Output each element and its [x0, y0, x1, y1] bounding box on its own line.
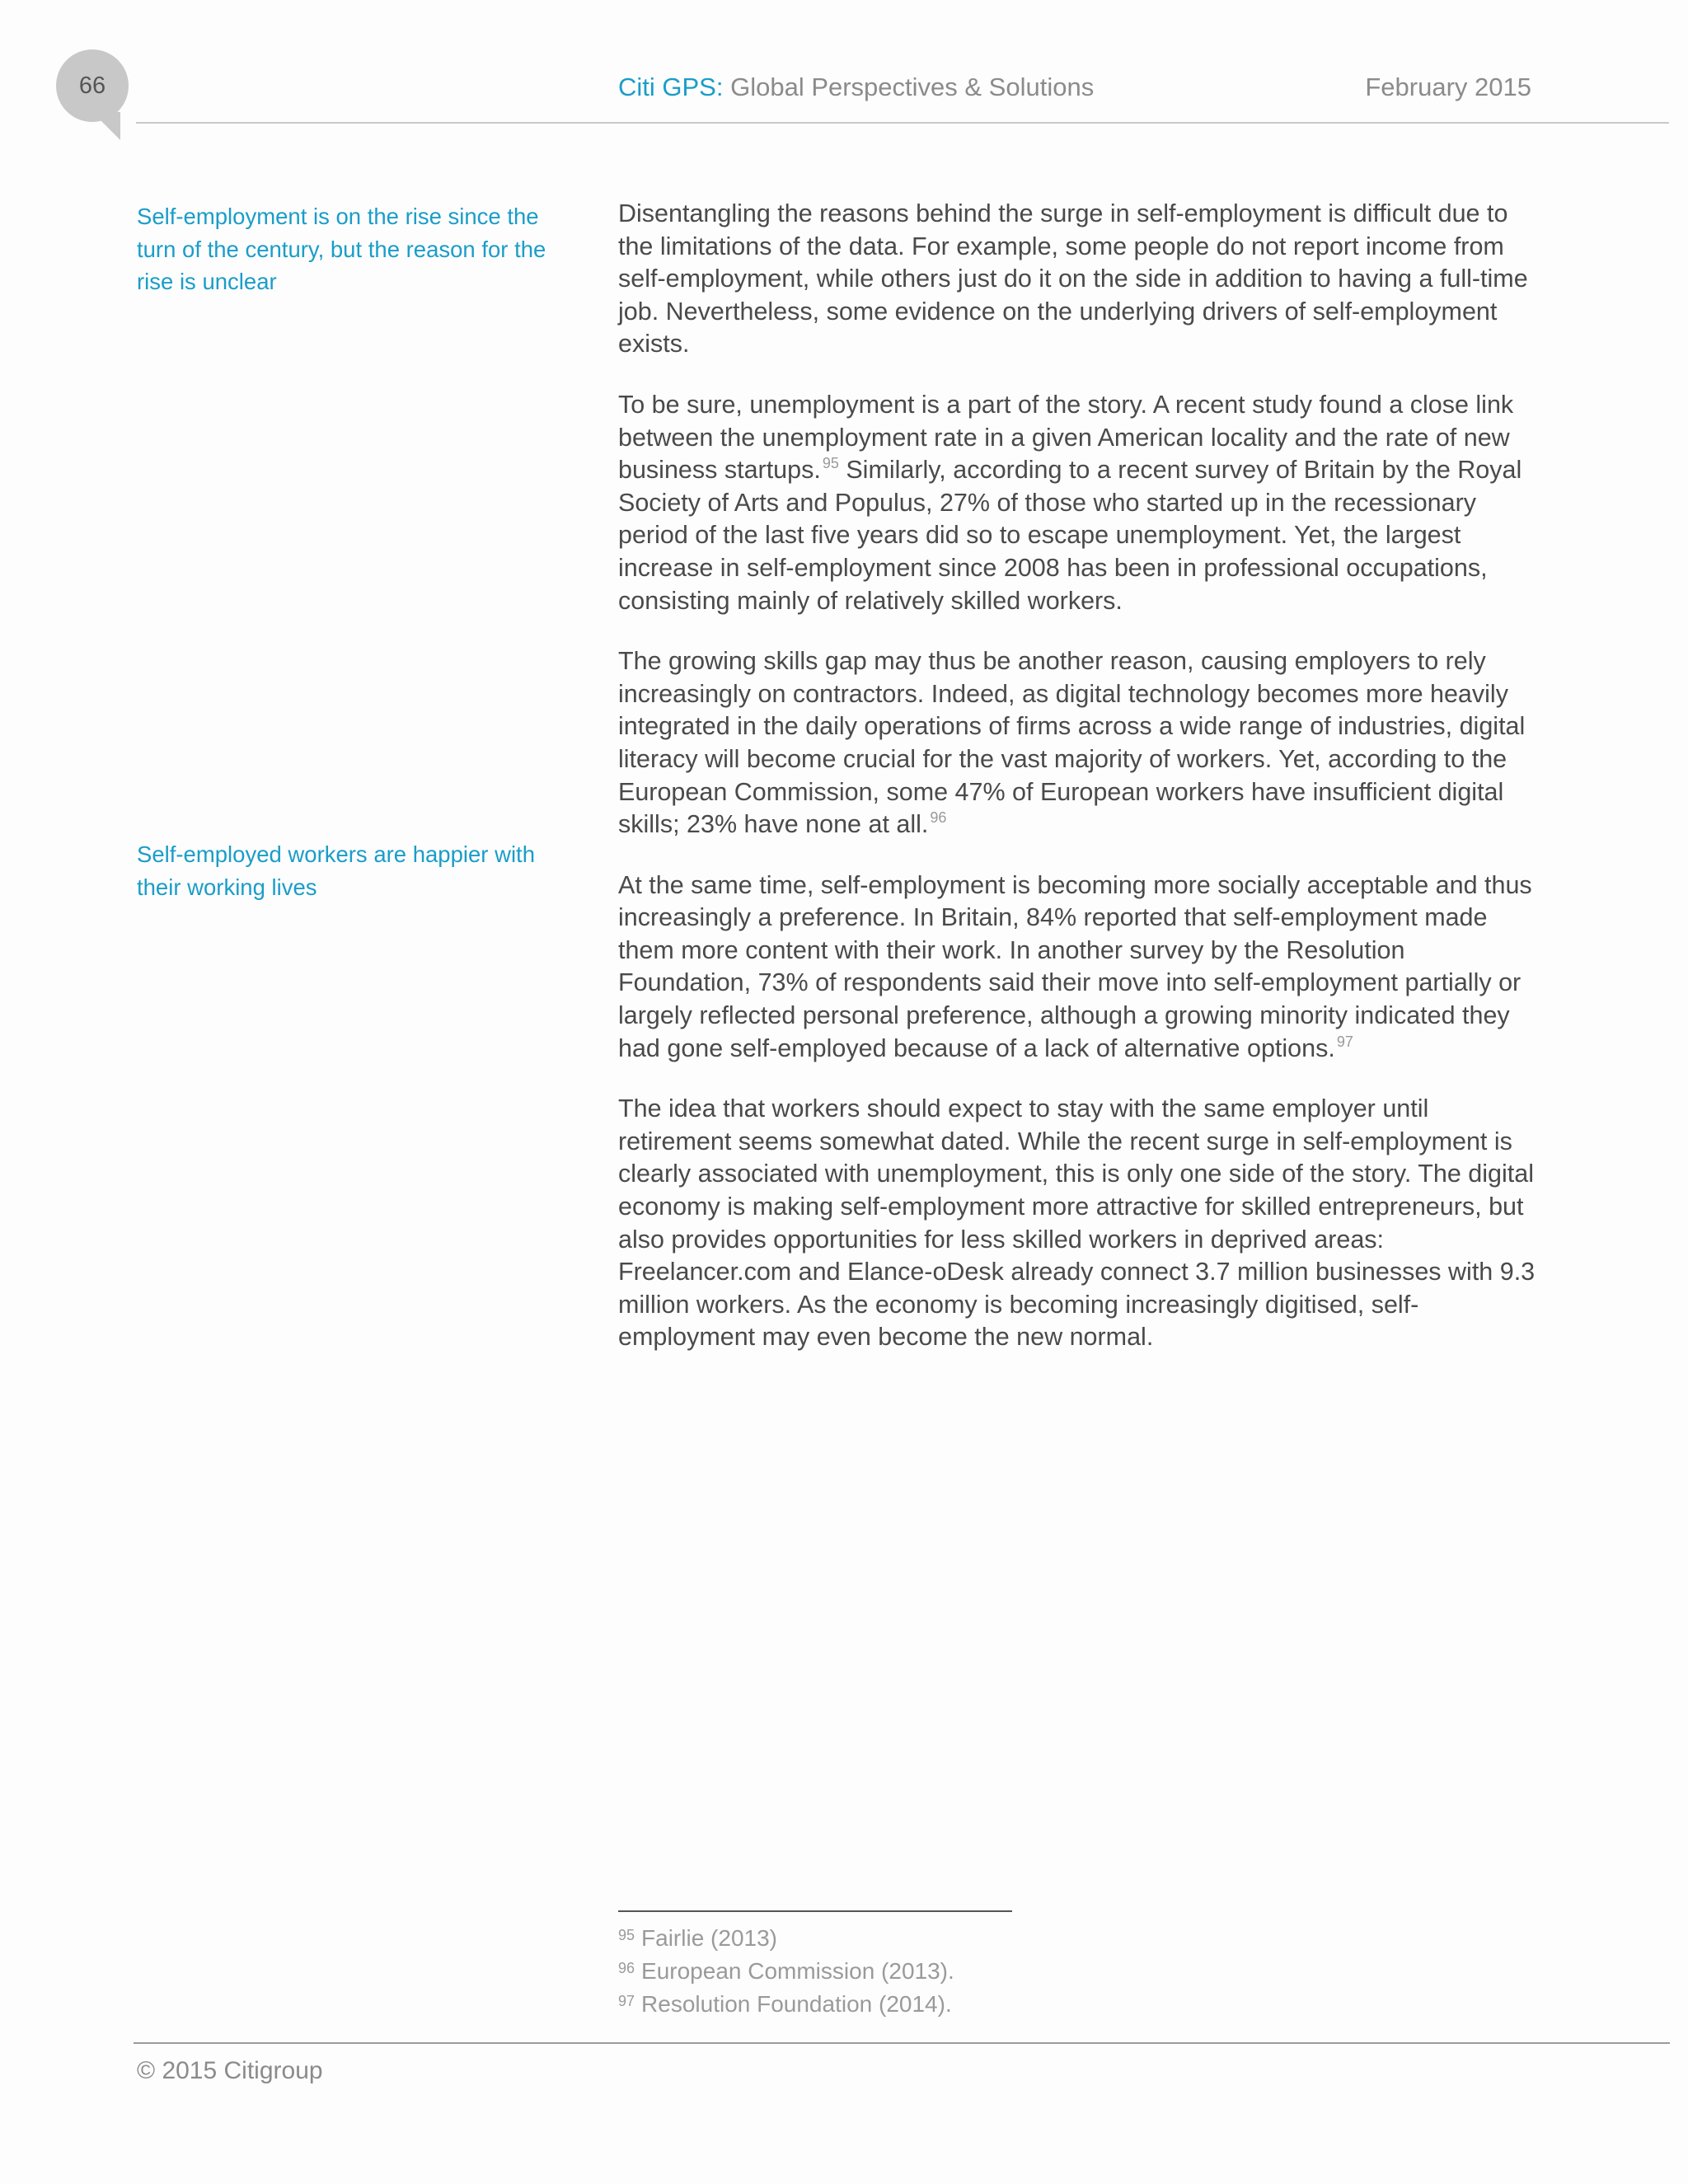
- footnote-number: 96: [618, 1960, 635, 1976]
- paragraph-3: [618, 645, 1541, 841]
- footnotes: [618, 1922, 954, 2021]
- footnote-text: Resolution Foundation (2014).: [641, 1991, 952, 2017]
- paragraph-1: [618, 198, 1541, 361]
- paragraph-4-text: At the same time, self-employment is becoming more socially acceptable and thus increasingly a preference. In Britain, 84% reported that self-employment made them more content with their work. In another survey by the Resolution Foundation, 73% of respondents said their move into self-employment partially or largely reflected personal preference, although a growing minority indicated they had gone self-employed because of a lack of alternative options.: [618, 870, 1532, 1062]
- footnote-ref-95[interactable]: 95: [822, 455, 839, 472]
- header-title: [618, 73, 1094, 102]
- footnote-text: Fairlie (2013): [641, 1925, 777, 1951]
- page-number: 66: [78, 72, 106, 99]
- footnote-text: European Commission (2013).: [641, 1958, 954, 1984]
- footnote-ref-97[interactable]: 97: [1336, 1033, 1353, 1050]
- sidenote-self-employed-happier: Self-employed workers are happier with their working lives: [137, 841, 535, 900]
- footnote-number: 97: [618, 1993, 635, 2009]
- sidenote-self-employment-rise: Self-employment is on the rise since the turn of the century, but the reason for the rise is unclear: [137, 204, 546, 294]
- paragraph-4: [618, 869, 1541, 1066]
- footnote-number: 95: [618, 1927, 635, 1943]
- footer-divider: [134, 2042, 1670, 2044]
- copyright-notice: © 2015 Citigroup: [137, 2057, 323, 2084]
- footnote-ref-96[interactable]: 96: [930, 809, 947, 827]
- footnote-item: [618, 1955, 954, 1988]
- header-date: February 2015: [1365, 73, 1531, 101]
- header-divider: [136, 122, 1669, 124]
- footnote-divider: [618, 1910, 1012, 1912]
- footnote-item: [618, 1922, 954, 1955]
- header-brand: Citi GPS:: [618, 73, 724, 101]
- footnote-item: [618, 1988, 954, 2021]
- paragraph-1-text: Disentangling the reasons behind the surge in self-employment is difficult due to the limitations of the data. For example, some people do not report income from self-employment, while others just do it on the side in addition to having a full-time job. Nevertheless, some evidence on the underlying drivers of self-employment exists.: [618, 199, 1528, 359]
- page-number-badge: [56, 49, 129, 122]
- paragraph-5-text: The idea that workers should expect to stay with the same employer until retirement seems somewhat dated. While the recent surge in self-employment is clearly associated with unemployment, this is only one side of the story. The digital economy is making self-employment more attractive for skilled entrepreneurs, but also provides opportunities for less skilled workers in deprived areas: Freelancer.com and Elance-oDesk already connect 3.7 million businesses with 9.3 million workers. As the economy is becoming increasingly digitised, self-employment may even become the new normal.: [618, 1094, 1536, 1352]
- paragraph-2-text-a: To be sure, unemployment is a part of the story. A recent study found a close link between the unemployment rate in a given American locality and the rate of new business startups.: [618, 390, 1514, 485]
- main-body: [618, 198, 1541, 1382]
- paragraph-2: [618, 389, 1541, 617]
- header-subtitle: Global Perspectives & Solutions: [730, 73, 1095, 101]
- paragraph-5: [618, 1093, 1541, 1354]
- paragraph-2-text-b: Similarly, according to a recent survey of Britain by the Royal Society of Arts and Populus, 27% of those who started up in the recessionary period of the last five years did so to escape unemployment. Yet, the largest increase in self-employment since 2008 has been in professional occupations, consisting mainly of relatively skilled workers.: [618, 456, 1522, 615]
- paragraph-3-text: The growing skills gap may thus be another reason, causing employers to rely increasingly on contractors. Indeed, as digital technology becomes more heavily integrated in the daily operations of firms across a wide range of industries, digital literacy will become crucial for the vast majority of workers. Yet, according to the European Commission, some 47% of European workers have insufficient digital skills; 23% have none at all.: [618, 647, 1526, 839]
